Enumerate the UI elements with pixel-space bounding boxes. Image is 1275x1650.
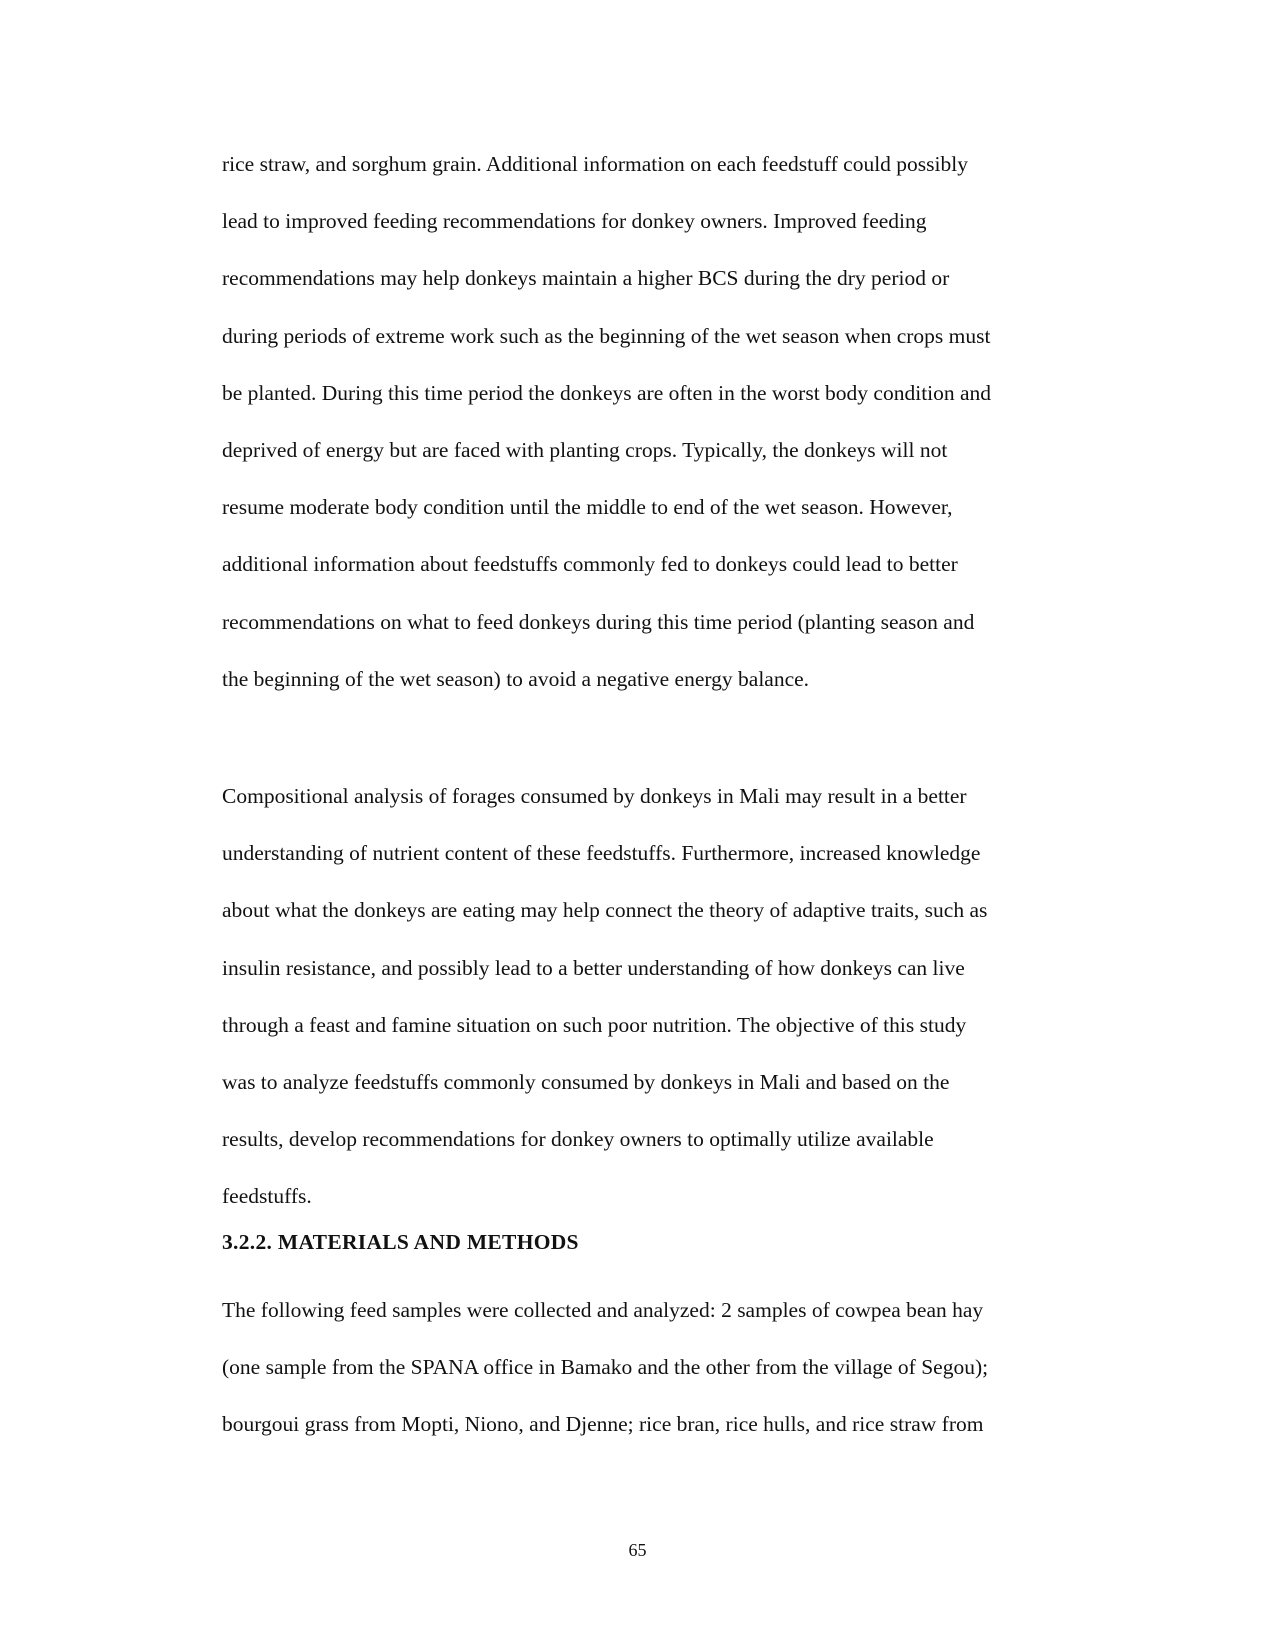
text-line: about what the donkeys are eating may help connect the theory of adaptive traits, such as xyxy=(222,898,988,923)
text-line: lead to improved feeding recommendations for donkey owners. Improved feeding xyxy=(222,209,927,234)
text-line: results, develop recommendations for donkey owners to optimally utilize available xyxy=(222,1127,934,1152)
text-line: understanding of nutrient content of these feedstuffs. Furthermore, increased knowledge xyxy=(222,841,981,866)
text-line: the beginning of the wet season) to avoid a negative energy balance. xyxy=(222,666,810,691)
text-line: be planted. During this time period the donkeys are often in the worst body condition and xyxy=(222,380,992,405)
text-line: Compositional analysis of forages consumed by donkeys in Mali may result in a better xyxy=(222,784,967,808)
body-paragraph-compositional-analysis xyxy=(222,768,1112,1226)
text-line: recommendations may help donkeys maintain a higher BCS during the dry period or xyxy=(222,266,950,291)
text-line: bourgoui grass from Mopti, Niono, and Djenne; rice bran, rice hulls, and rice straw from xyxy=(222,1412,984,1437)
section-heading: 3.2.2. MATERIALS AND METHODS xyxy=(222,1230,579,1254)
text-line: insulin resistance, and possibly lead to a better understanding of how donkeys can live xyxy=(222,955,965,980)
text-line: (one sample from the SPANA office in Bamako and the other from the village of Segou); xyxy=(222,1355,989,1380)
page-number: 65 xyxy=(628,1540,647,1560)
text-line: was to analyze feedstuffs commonly consumed by donkeys in Mali and based on the xyxy=(222,1070,950,1095)
text-line: deprived of energy but are faced with planting crops. Typically, the donkeys will not xyxy=(222,438,948,463)
text-line: feedstuffs. xyxy=(222,1184,312,1209)
text-line: during periods of extreme work such as the beginning of the wet season when crops must xyxy=(222,323,991,348)
text-line: rice straw, and sorghum grain. Additional information on each feedstuff could possibly xyxy=(222,152,968,176)
body-paragraph-feed-samples xyxy=(222,1282,1112,1454)
text-line: through a feast and famine situation on such poor nutrition. The objective of this study xyxy=(222,1012,967,1037)
text-line: resume moderate body condition until the middle to end of the wet season. However, xyxy=(222,495,953,520)
text-line: The following feed samples were collected and analyzed: 2 samples of cowpea bean hay xyxy=(222,1298,984,1322)
text-line: additional information about feedstuffs commonly fed to donkeys could lead to better xyxy=(222,552,958,577)
text-line: recommendations on what to feed donkeys during this time period (planting season and xyxy=(222,609,975,634)
body-paragraph-feeding-recommendations xyxy=(222,136,1112,708)
